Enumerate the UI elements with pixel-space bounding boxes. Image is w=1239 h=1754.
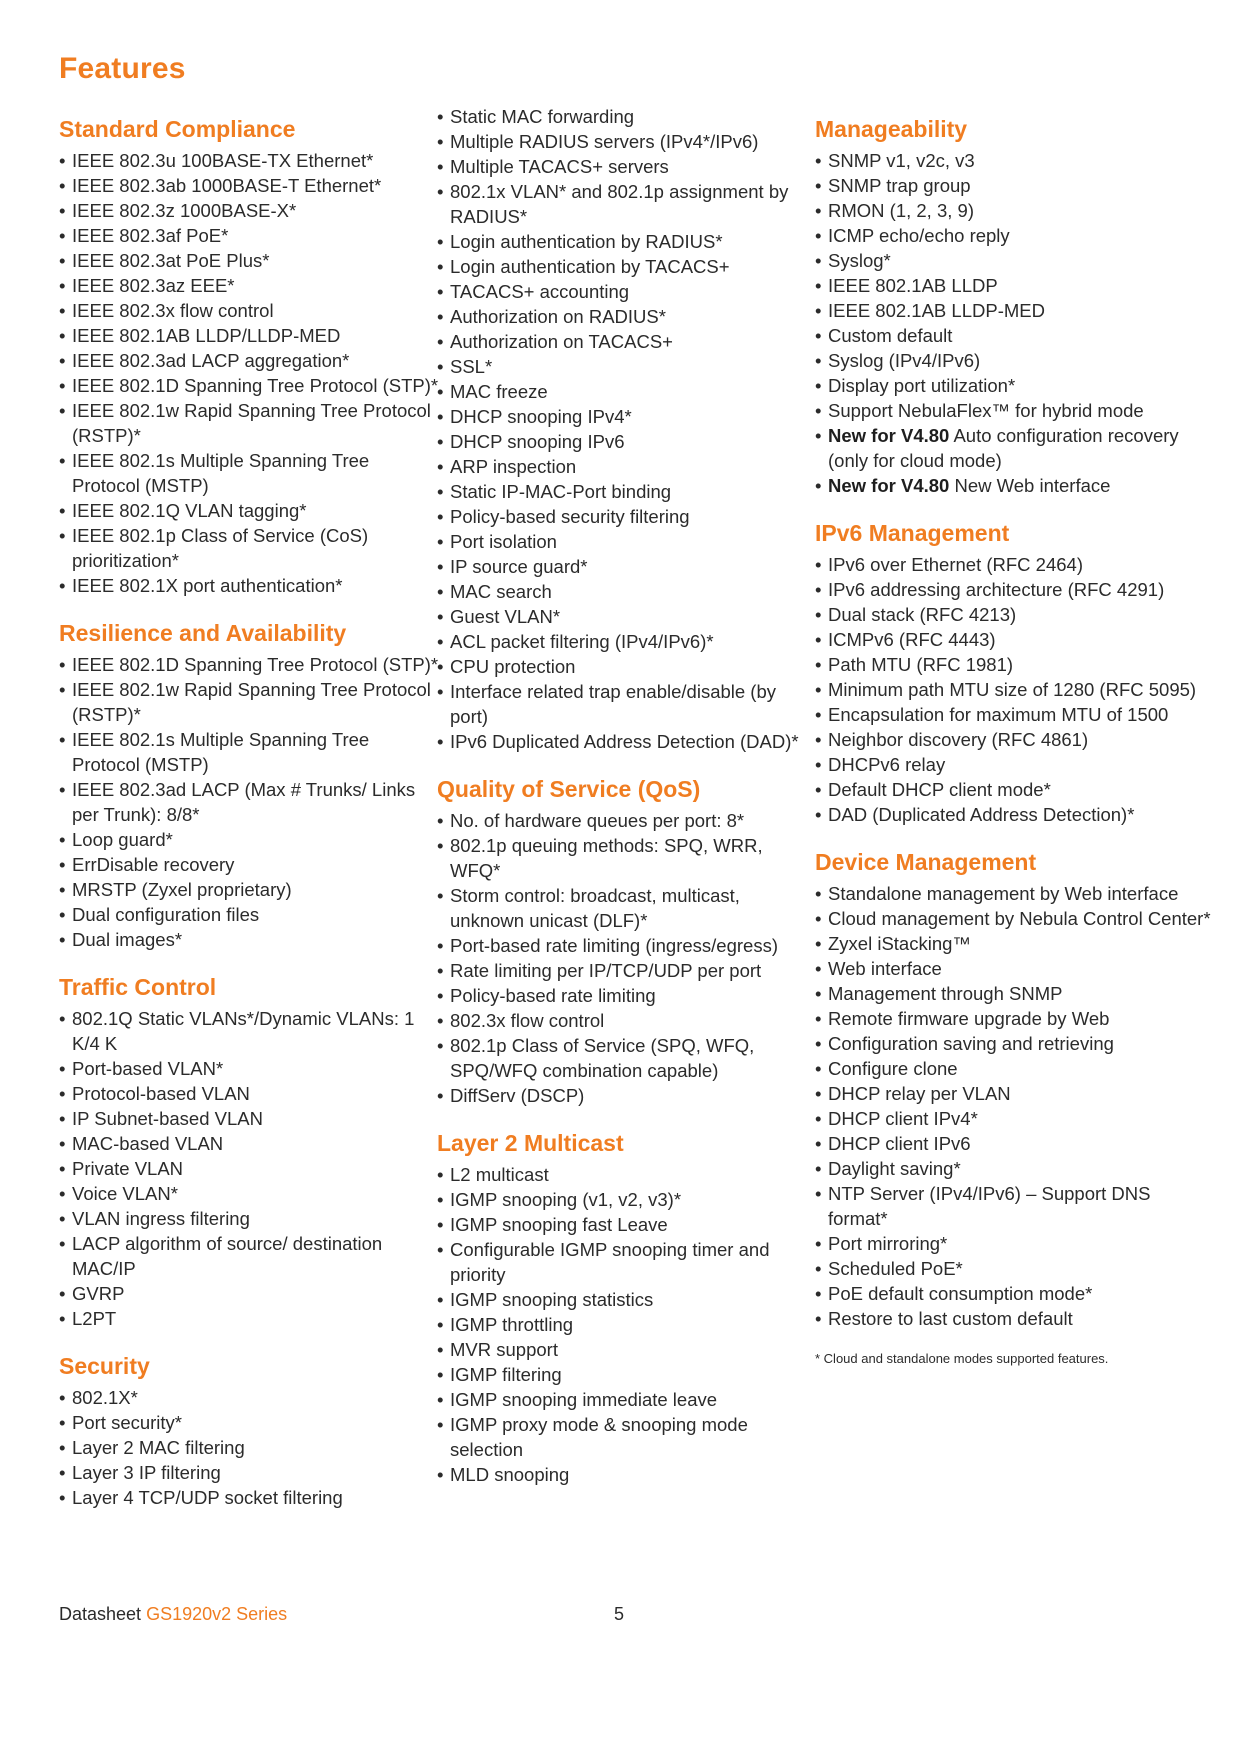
list-item-text: Restore to last custom default: [828, 1308, 1073, 1329]
list-item: [59, 777, 439, 827]
list-item: [437, 454, 817, 479]
list-item: [437, 229, 817, 254]
list-item-text: Auto configuration recovery (only for cloud mode): [828, 425, 1179, 471]
list-item: [59, 1056, 439, 1081]
list-item: [815, 931, 1215, 956]
new-version-highlight: New for V4.80: [828, 475, 950, 496]
list-item: [437, 1312, 817, 1337]
list-item: [437, 404, 817, 429]
list-item: [59, 223, 439, 248]
list-item-text: Configurable IGMP snooping timer and priority: [450, 1239, 770, 1285]
list-item-text: IEEE 802.1w Rapid Spanning Tree Protocol (RSTP)*: [72, 400, 431, 446]
list-item: [815, 248, 1215, 273]
list-item-text: DHCP client IPv4*: [828, 1108, 978, 1129]
list-item: [815, 1306, 1215, 1331]
feature-section: [59, 1351, 439, 1510]
footnote: * Cloud and standalone modes supported features.: [815, 1351, 1109, 1366]
list-item: [59, 1156, 439, 1181]
feature-list: [59, 1385, 439, 1510]
list-item: [815, 906, 1215, 931]
list-item-text: Neighbor discovery (RFC 4861): [828, 729, 1089, 750]
list-item: [815, 1256, 1215, 1281]
list-item: [437, 354, 817, 379]
list-item-text: IEEE 802.1AB LLDP: [828, 275, 998, 296]
list-item-text: NTP Server (IPv4/IPv6) – Support DNS format*: [828, 1183, 1151, 1229]
list-item-text: Policy-based security filtering: [450, 506, 690, 527]
list-item: [59, 1006, 439, 1056]
list-item-text: Port-based rate limiting (ingress/egress): [450, 935, 778, 956]
list-item-text: Daylight saving*: [828, 1158, 961, 1179]
list-item: [59, 573, 439, 598]
list-item: [815, 323, 1215, 348]
list-item-text: IEEE 802.3ab 1000BASE-T Ethernet*: [72, 175, 382, 196]
list-item-text: Static IP-MAC-Port binding: [450, 481, 672, 502]
list-item-text: Dual configuration files: [72, 904, 260, 925]
list-item-text: IEEE 802.3af PoE*: [72, 225, 229, 246]
list-item-text: ICMPv6 (RFC 4443): [828, 629, 996, 650]
list-item-text: SNMP v1, v2c, v3: [828, 150, 975, 171]
list-item: [59, 1435, 439, 1460]
list-item: [815, 627, 1215, 652]
list-item: [59, 1485, 439, 1510]
list-item: [437, 504, 817, 529]
list-item-text: 802.1p Class of Service (SPQ, WFQ, SPQ/WFQ combination capable): [450, 1035, 755, 1081]
list-item: [437, 129, 817, 154]
list-item-text: ARP inspection: [450, 456, 577, 477]
list-item-text: Rate limiting per IP/TCP/UDP per port: [450, 960, 762, 981]
list-item-text: IEEE 802.1X port authentication*: [72, 575, 343, 596]
list-item: [815, 473, 1215, 498]
list-item: [815, 298, 1215, 323]
list-item-text: Custom default: [828, 325, 953, 346]
list-item: [437, 833, 817, 883]
feature-section: [59, 618, 439, 952]
list-item-text: IGMP snooping (v1, v2, v3)*: [450, 1189, 682, 1210]
list-item-text: TACACS+ accounting: [450, 281, 630, 302]
list-item-text: MVR support: [450, 1339, 558, 1360]
list-item-text: 802.1X*: [72, 1387, 138, 1408]
list-item-text: Scheduled PoE*: [828, 1258, 963, 1279]
list-item-text: Remote firmware upgrade by Web: [828, 1008, 1110, 1029]
list-item: [437, 729, 817, 754]
list-item: [815, 752, 1215, 777]
page-title: Features: [59, 52, 186, 85]
list-item: [815, 148, 1215, 173]
list-item-text: L2 multicast: [450, 1164, 549, 1185]
list-item-text: Syslog (IPv4/IPv6): [828, 350, 981, 371]
list-item: [815, 652, 1215, 677]
section-title: Traffic Control: [59, 974, 217, 1000]
list-item-text: MLD snooping: [450, 1464, 570, 1485]
list-item-text: DHCPv6 relay: [828, 754, 946, 775]
list-item: [815, 1056, 1215, 1081]
list-item-text: DHCP snooping IPv4*: [450, 406, 632, 427]
list-item-text: Minimum path MTU size of 1280 (RFC 5095): [828, 679, 1197, 700]
list-item-text: IEEE 802.1D Spanning Tree Protocol (STP)*: [72, 654, 439, 675]
list-item: [437, 883, 817, 933]
list-item: [59, 148, 439, 173]
list-item-text: IGMP filtering: [450, 1364, 562, 1385]
list-item: [59, 1106, 439, 1131]
new-version-highlight: New for V4.80: [828, 425, 950, 446]
list-item: [815, 1131, 1215, 1156]
list-item: [59, 398, 439, 448]
footer-series: GS1920v2 Series: [146, 1604, 288, 1624]
list-item: [437, 554, 817, 579]
list-item: [437, 379, 817, 404]
list-item: [437, 304, 817, 329]
list-item: [437, 479, 817, 504]
list-item-text: Voice VLAN*: [72, 1183, 178, 1204]
list-item-text: 802.1p queuing methods: SPQ, WRR, WFQ*: [450, 835, 763, 881]
list-item-text: Web interface: [828, 958, 942, 979]
list-item: [437, 1237, 817, 1287]
column-2: [437, 104, 817, 1507]
list-item-text: IEEE 802.1s Multiple Spanning Tree Protocol (MSTP): [72, 729, 370, 775]
list-item-text: IPv6 over Ethernet (RFC 2464): [828, 554, 1083, 575]
list-item: [437, 254, 817, 279]
list-item: [815, 802, 1215, 827]
list-item: [815, 702, 1215, 727]
list-item: [59, 448, 439, 498]
list-item-text: MRSTP (Zyxel proprietary): [72, 879, 292, 900]
list-item: [437, 1187, 817, 1212]
list-item-text: Multiple RADIUS servers (IPv4*/IPv6): [450, 131, 759, 152]
list-item: [59, 902, 439, 927]
list-item: [437, 279, 817, 304]
list-item: [815, 956, 1215, 981]
list-item: [59, 1281, 439, 1306]
list-item-text: IGMP snooping fast Leave: [450, 1214, 668, 1235]
list-item-text: Authorization on TACACS+: [450, 331, 673, 352]
list-item-text: IEEE 802.3z 1000BASE-X*: [72, 200, 297, 221]
list-item: [59, 827, 439, 852]
list-item: [437, 1362, 817, 1387]
list-item: [815, 423, 1215, 473]
list-item-text: Default DHCP client mode*: [828, 779, 1051, 800]
list-item: [59, 1131, 439, 1156]
feature-list: [815, 552, 1215, 827]
feature-section: [59, 114, 439, 598]
feature-list: [815, 148, 1215, 498]
list-item-text: Private VLAN: [72, 1158, 184, 1179]
list-item-text: Cloud management by Nebula Control Center*: [828, 908, 1211, 929]
list-item: [59, 852, 439, 877]
feature-section: [437, 104, 817, 754]
list-item-text: IGMP proxy mode & snooping mode selection: [450, 1414, 748, 1460]
list-item: [815, 398, 1215, 423]
list-item: [437, 604, 817, 629]
list-item-text: IEEE 802.1p Class of Service (CoS) prioritization*: [72, 525, 369, 571]
list-item-text: Layer 2 MAC filtering: [72, 1437, 245, 1458]
list-item: [59, 248, 439, 273]
list-item-text: Guest VLAN*: [450, 606, 561, 627]
list-item: [59, 927, 439, 952]
list-item: [815, 577, 1215, 602]
list-item-text: Port mirroring*: [828, 1233, 948, 1254]
list-item-text: Protocol-based VLAN: [72, 1083, 250, 1104]
list-item-text: Dual images*: [72, 929, 183, 950]
section-title: IPv6 Management: [815, 520, 1010, 546]
list-item-text: IEEE 802.3at PoE Plus*: [72, 250, 270, 271]
list-item: [815, 1081, 1215, 1106]
list-item-text: ICMP echo/echo reply: [828, 225, 1010, 246]
list-item: [815, 348, 1215, 373]
list-item-text: Storm control: broadcast, multicast, unknown unicast (DLF)*: [450, 885, 740, 931]
list-item: [59, 523, 439, 573]
list-item-text: IGMP snooping statistics: [450, 1289, 654, 1310]
list-item: [59, 877, 439, 902]
list-item: [437, 1412, 817, 1462]
list-item: [59, 652, 439, 677]
list-item-text: SSL*: [450, 356, 493, 377]
list-item-text: DHCP relay per VLAN: [828, 1083, 1011, 1104]
list-item-text: IEEE 802.1Q VLAN tagging*: [72, 500, 307, 521]
list-item: [59, 1385, 439, 1410]
feature-section: [437, 1128, 817, 1487]
list-item-text: Authorization on RADIUS*: [450, 306, 666, 327]
list-item-text: IEEE 802.1D Spanning Tree Protocol (STP)*: [72, 375, 439, 396]
list-item: [437, 104, 817, 129]
list-item: [59, 348, 439, 373]
list-item-text: New Web interface: [949, 475, 1111, 496]
list-item-text: DHCP snooping IPv6: [450, 431, 625, 452]
list-item: [437, 1462, 817, 1487]
list-item: [437, 329, 817, 354]
feature-list: [59, 148, 439, 598]
list-item-text: Display port utilization*: [828, 375, 1016, 396]
list-item-text: IEEE 802.3az EEE*: [72, 275, 235, 296]
list-item: [59, 498, 439, 523]
page-number: 5: [614, 1604, 625, 1624]
list-item-text: Path MTU (RFC 1981): [828, 654, 1014, 675]
list-item-text: No. of hardware queues per port: 8*: [450, 810, 745, 831]
list-item: [437, 529, 817, 554]
list-item-text: DHCP client IPv6: [828, 1133, 971, 1154]
list-item: [815, 981, 1215, 1006]
feature-section: [437, 774, 817, 1108]
section-title: Standard Compliance: [59, 116, 296, 142]
list-item: [815, 727, 1215, 752]
list-item-text: SNMP trap group: [828, 175, 971, 196]
list-item: [815, 881, 1215, 906]
list-item-text: L2PT: [72, 1308, 117, 1329]
list-item: [437, 1337, 817, 1362]
list-item: [437, 808, 817, 833]
list-item: [437, 1083, 817, 1108]
list-item: [815, 1231, 1215, 1256]
list-item-text: ErrDisable recovery: [72, 854, 235, 875]
list-item: [437, 983, 817, 1008]
list-item: [59, 1081, 439, 1106]
list-item-text: 802.1x VLAN* and 802.1p assignment by RADIUS*: [450, 181, 789, 227]
feature-list: [437, 1162, 817, 1487]
list-item: [437, 679, 817, 729]
list-item: [815, 1156, 1215, 1181]
list-item-text: Port security*: [72, 1412, 183, 1433]
list-item-text: Configuration saving and retrieving: [828, 1033, 1114, 1054]
list-item-text: 802.1Q Static VLANs*/Dynamic VLANs: 1 K/4 K: [72, 1008, 415, 1054]
list-item-text: IEEE 802.1AB LLDP/LLDP-MED: [72, 325, 341, 346]
list-item: [437, 429, 817, 454]
list-item-text: Layer 3 IP filtering: [72, 1462, 221, 1483]
section-title: Resilience and Availability: [59, 620, 347, 646]
list-item: [437, 958, 817, 983]
list-item-text: DAD (Duplicated Address Detection)*: [828, 804, 1135, 825]
list-item: [59, 1231, 439, 1281]
list-item: [437, 1387, 817, 1412]
list-item-text: Interface related trap enable/disable (by port): [450, 681, 777, 727]
list-item: [59, 1460, 439, 1485]
list-item: [437, 933, 817, 958]
list-item: [59, 173, 439, 198]
feature-list: [815, 881, 1215, 1331]
list-item: [815, 602, 1215, 627]
list-item-text: GVRP: [72, 1283, 125, 1304]
list-item: [59, 677, 439, 727]
list-item-text: LACP algorithm of source/ destination MAC/IP: [72, 1233, 383, 1279]
list-item: [437, 1008, 817, 1033]
list-item-text: Multiple TACACS+ servers: [450, 156, 669, 177]
list-item-text: CPU protection: [450, 656, 576, 677]
list-item-text: 802.3x flow control: [450, 1010, 605, 1031]
column-3: [815, 114, 1215, 1366]
list-item-text: PoE default consumption mode*: [828, 1283, 1093, 1304]
list-item: [59, 1410, 439, 1435]
list-item: [815, 777, 1215, 802]
list-item: [437, 579, 817, 604]
list-item-text: IEEE 802.3ad LACP (Max # Trunks/ Links per Trunk): 8/8*: [72, 779, 416, 825]
list-item-text: Loop guard*: [72, 829, 173, 850]
list-item-text: Zyxel iStacking™: [828, 933, 971, 954]
list-item-text: Port-based VLAN*: [72, 1058, 224, 1079]
list-item: [437, 1033, 817, 1083]
list-item: [437, 654, 817, 679]
list-item: [59, 298, 439, 323]
list-item: [437, 1212, 817, 1237]
list-item-text: Management through SNMP: [828, 983, 1063, 1004]
feature-list: [437, 104, 817, 754]
list-item-text: Static MAC forwarding: [450, 106, 635, 127]
list-item: [815, 1006, 1215, 1031]
feature-list: [59, 652, 439, 952]
list-item-text: RMON (1, 2, 3, 9): [828, 200, 974, 221]
list-item-text: Policy-based rate limiting: [450, 985, 656, 1006]
list-item: [59, 1306, 439, 1331]
list-item: [815, 198, 1215, 223]
list-item-text: IPv6 Duplicated Address Detection (DAD)*: [450, 731, 799, 752]
footer-doc-label: [59, 1604, 287, 1625]
list-item: [815, 373, 1215, 398]
list-item-text: IEEE 802.1AB LLDP-MED: [828, 300, 1045, 321]
list-item: [437, 629, 817, 654]
list-item: [59, 373, 439, 398]
feature-list: [59, 1006, 439, 1331]
list-item-text: Standalone management by Web interface: [828, 883, 1179, 904]
list-item-text: Encapsulation for maximum MTU of 1500: [828, 704, 1169, 725]
column-1: [59, 114, 439, 1530]
list-item-text: Dual stack (RFC 4213): [828, 604, 1017, 625]
list-item-text: IEEE 802.3ad LACP aggregation*: [72, 350, 350, 371]
list-item-text: IEEE 802.1s Multiple Spanning Tree Protocol (MSTP): [72, 450, 370, 496]
list-item-text: IEEE 802.3u 100BASE-TX Ethernet*: [72, 150, 374, 171]
section-title: Layer 2 Multicast: [437, 1130, 624, 1156]
list-item: [815, 677, 1215, 702]
feature-section: [59, 972, 439, 1331]
feature-section: [815, 518, 1215, 827]
list-item-text: IEEE 802.3x flow control: [72, 300, 274, 321]
list-item: [815, 1031, 1215, 1056]
list-item-text: Support NebulaFlex™ for hybrid mode: [828, 400, 1144, 421]
list-item-text: DiffServ (DSCP): [450, 1085, 585, 1106]
list-item: [815, 173, 1215, 198]
list-item: [815, 273, 1215, 298]
list-item: [59, 198, 439, 223]
list-item-text: MAC freeze: [450, 381, 548, 402]
section-title: Security: [59, 1353, 150, 1379]
list-item: [815, 1281, 1215, 1306]
list-item: [59, 1181, 439, 1206]
feature-section: [815, 114, 1215, 498]
list-item: [59, 1206, 439, 1231]
list-item: [815, 223, 1215, 248]
list-item-text: Port isolation: [450, 531, 557, 552]
section-title: Quality of Service (QoS): [437, 776, 701, 802]
list-item-text: VLAN ingress filtering: [72, 1208, 250, 1229]
list-item: [815, 1106, 1215, 1131]
list-item: [437, 1287, 817, 1312]
list-item: [59, 273, 439, 298]
feature-list: [437, 808, 817, 1108]
footer-doc-text: Datasheet: [59, 1604, 147, 1624]
list-item-text: Configure clone: [828, 1058, 958, 1079]
section-title: Manageability: [815, 116, 968, 142]
list-item-text: MAC-based VLAN: [72, 1133, 224, 1154]
list-item-text: IGMP throttling: [450, 1314, 574, 1335]
list-item-text: MAC search: [450, 581, 552, 602]
list-item: [437, 1162, 817, 1187]
section-title: Device Management: [815, 849, 1037, 875]
list-item: [59, 323, 439, 348]
list-item-text: IEEE 802.1w Rapid Spanning Tree Protocol (RSTP)*: [72, 679, 431, 725]
list-item: [815, 552, 1215, 577]
list-item-text: IP Subnet-based VLAN: [72, 1108, 263, 1129]
list-item: [437, 179, 817, 229]
list-item: [59, 727, 439, 777]
list-item-text: IGMP snooping immediate leave: [450, 1389, 718, 1410]
list-item-text: ACL packet filtering (IPv4/IPv6)*: [450, 631, 714, 652]
list-item-text: Layer 4 TCP/UDP socket filtering: [72, 1487, 343, 1508]
feature-section: [815, 847, 1215, 1331]
list-item-text: IPv6 addressing architecture (RFC 4291): [828, 579, 1165, 600]
list-item: [437, 154, 817, 179]
list-item-text: IP source guard*: [450, 556, 588, 577]
list-item-text: Syslog*: [828, 250, 891, 271]
list-item-text: Login authentication by RADIUS*: [450, 231, 723, 252]
list-item-text: Login authentication by TACACS+: [450, 256, 730, 277]
list-item: [815, 1181, 1215, 1231]
